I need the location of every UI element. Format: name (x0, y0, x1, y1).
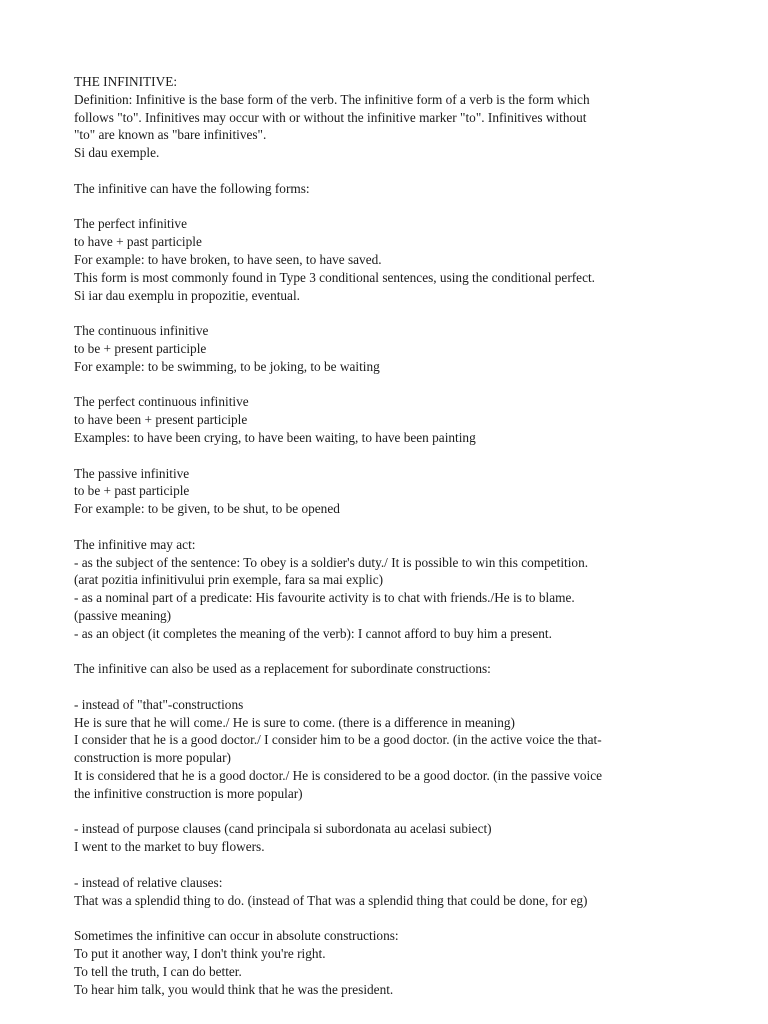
text-line: to have been + present participle (74, 412, 248, 428)
text-line: Si dau exemple. (74, 145, 160, 161)
text-line: Si iar dau exemplu in propozitie, eventual. (74, 287, 300, 303)
text-line: For example: to be given, to be shut, to be opened (74, 501, 340, 517)
text-line: Sometimes the infinitive can occur in absolute constructions: (74, 928, 399, 944)
blank-line (74, 803, 734, 821)
blank-line (74, 162, 734, 180)
text-line: to have + past participle (74, 234, 202, 250)
text-line: to be + present participle (74, 340, 207, 356)
blank-line (74, 518, 734, 536)
text-line: The perfect continuous infinitive (74, 394, 249, 410)
text-line: - as the subject of the sentence: To obey is a soldier's duty./ It is possible to win this competition. (74, 554, 589, 570)
text-line: For example: to have broken, to have seen, to have saved. (74, 251, 382, 267)
text-line: - as a nominal part of a predicate: His favourite activity is to chat with friends./He is to blame. (74, 590, 575, 606)
text-line: It is considered that he is a good doctor./ He is considered to be a good doctor. (in the passive voice (74, 768, 603, 784)
text-line: The passive infinitive (74, 465, 190, 481)
text-line: - as an object (it completes the meaning of the verb): I cannot afford to buy him a present. (74, 625, 552, 641)
text-line: To put it another way, I don't think you're right. (74, 946, 326, 962)
text-line: I went to the market to buy flowers. (74, 839, 265, 855)
text-line: Definition: Infinitive is the base form of the verb. The infinitive form of a verb is the form which (74, 91, 590, 107)
text-line: That was a splendid thing to do. (instead of That was a splendid thing that could be done, for eg) (74, 892, 588, 908)
blank-line (74, 678, 734, 696)
text-line: the infinitive construction is more popular) (74, 785, 303, 801)
text-line: The perfect infinitive (74, 216, 187, 232)
text-line: The infinitive can have the following forms: (74, 180, 310, 196)
text-line: To hear him talk, you would think that he was the president. (74, 981, 394, 997)
blank-line (74, 376, 734, 394)
text-line: This form is most commonly found in Type 3 conditional sentences, using the conditional perfect. (74, 269, 595, 285)
blank-line (74, 856, 734, 874)
text-line: For example: to be swimming, to be joking, to be waiting (74, 358, 380, 374)
text-line: He is sure that he will come./ He is sure to come. (there is a difference in meaning) (74, 714, 515, 730)
text-line: to be + past participle (74, 483, 190, 499)
document-page (74, 73, 734, 998)
blank-line (74, 643, 734, 661)
text-line: To tell the truth, I can do better. (74, 963, 242, 979)
text-line: (arat pozitia infinitivului prin exemple, fara sa mai explic) (74, 572, 384, 588)
blank-line (74, 198, 734, 216)
text-line: - instead of purpose clauses (cand principala si subordonata au acelasi subiect) (74, 821, 492, 837)
document-title: THE INFINITIVE: (74, 74, 178, 89)
blank-line (74, 447, 734, 465)
text-line: I consider that he is a good doctor./ I consider him to be a good doctor. (in the active voice the that- (74, 732, 602, 748)
text-line: - instead of "that"-constructions (74, 696, 244, 712)
text-line: - instead of relative clauses: (74, 874, 223, 890)
text-line: construction is more popular) (74, 750, 231, 766)
text-line: The infinitive can also be used as a replacement for subordinate constructions: (74, 661, 491, 677)
text-line: "to" are known as "bare infinitives". (74, 127, 267, 143)
blank-line (74, 304, 734, 322)
text-line: The continuous infinitive (74, 323, 209, 339)
text-line: The infinitive may act: (74, 536, 196, 552)
blank-line (74, 909, 734, 927)
text-line: (passive meaning) (74, 607, 172, 623)
text-line: follows "to". Infinitives may occur with or without the infinitive marker "to". Infinitives without (74, 109, 587, 125)
text-line: Examples: to have been crying, to have been waiting, to have been painting (74, 429, 476, 445)
